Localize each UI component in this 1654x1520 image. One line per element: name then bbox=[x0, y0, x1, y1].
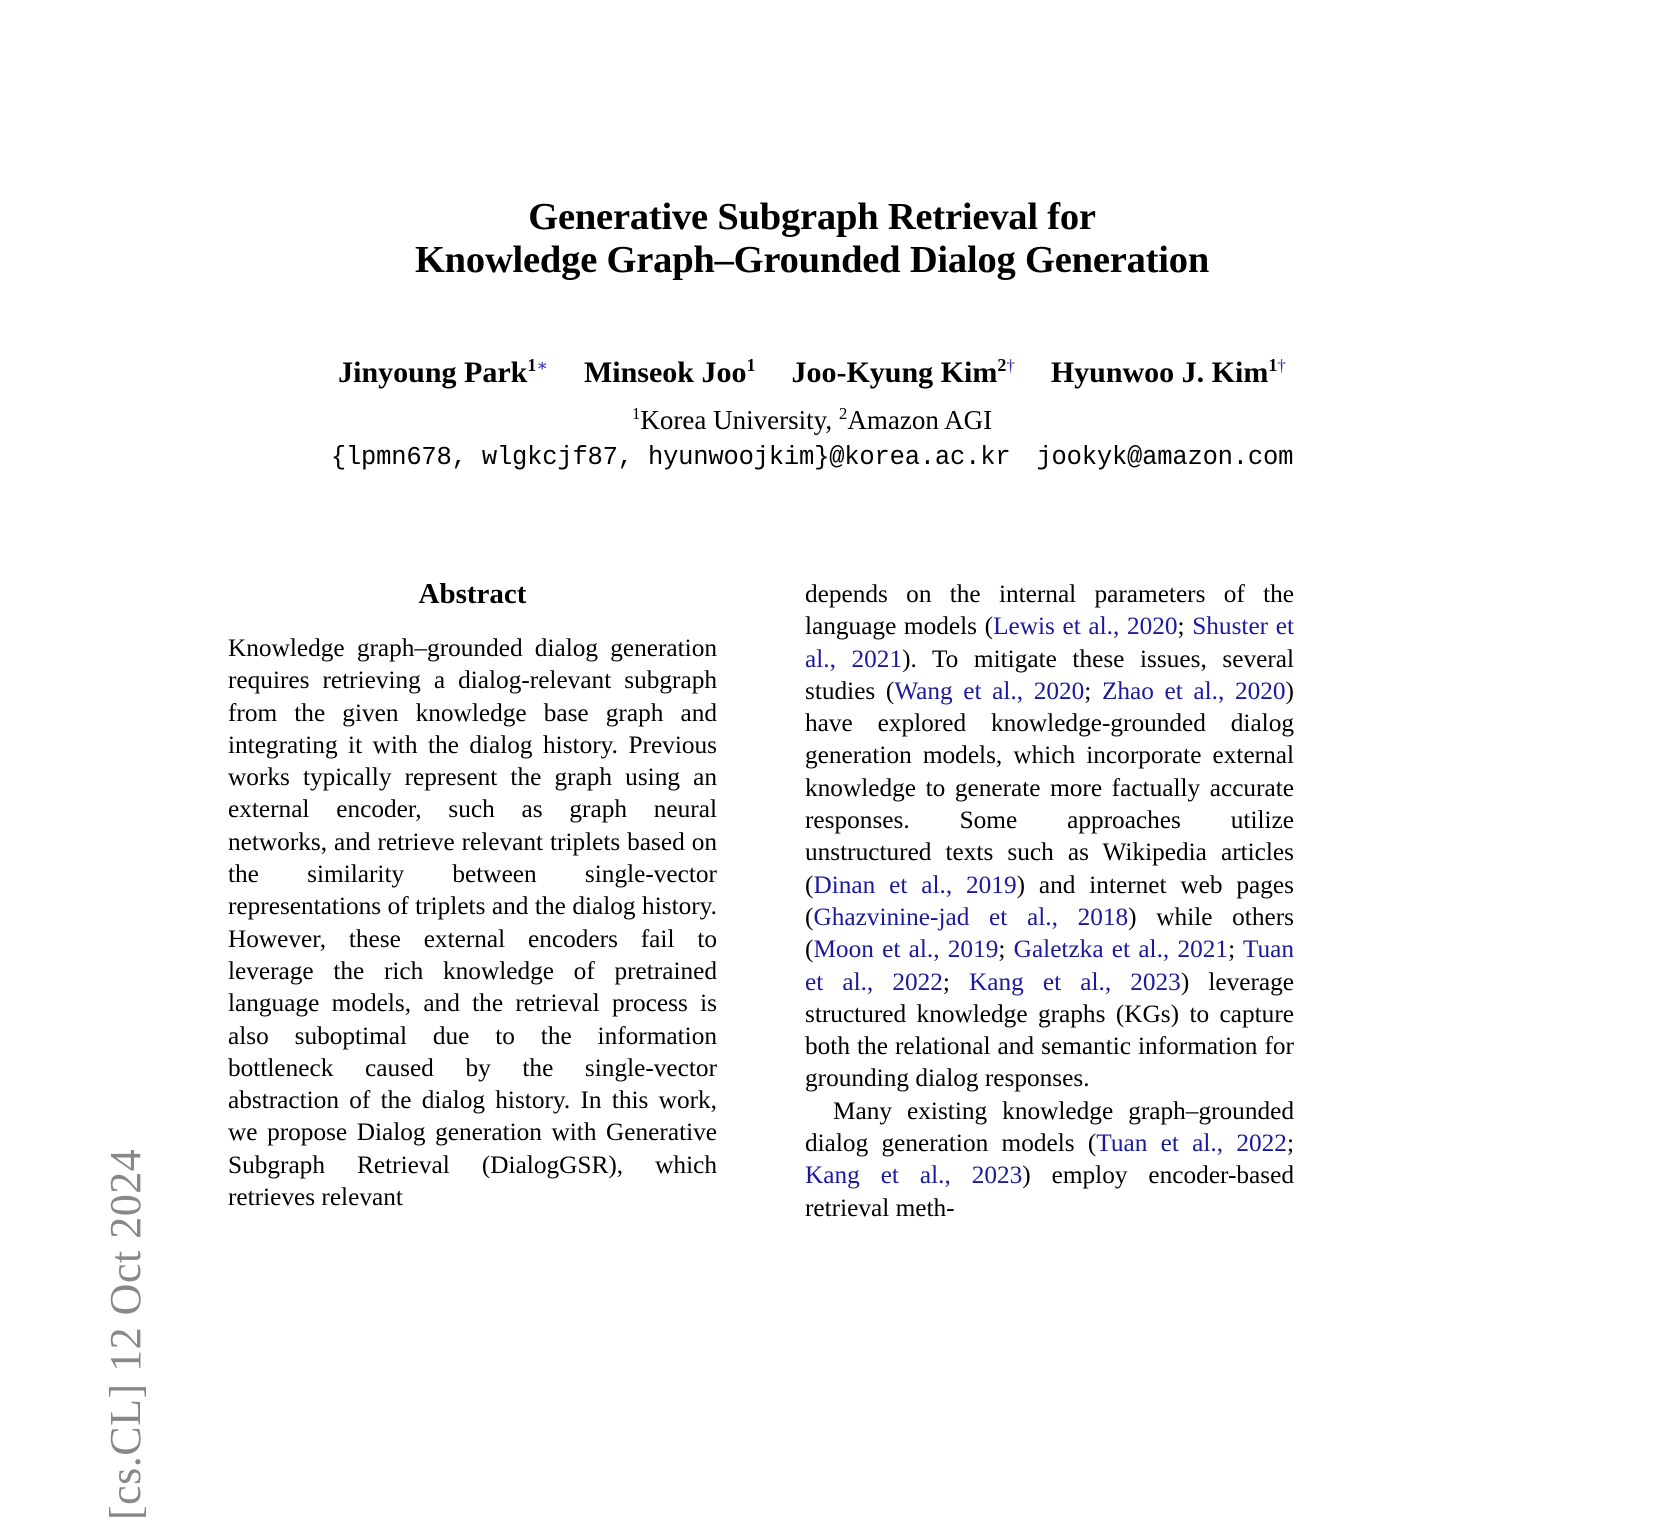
body-text-run: ) have explored knowledge-grounded dialog generation models, which incorporate external knowledge to generate more factually accurate responses. Some approaches utilize unstructured texts such as Wikipedia articles ( bbox=[805, 676, 1294, 899]
author-footnote-marker: † bbox=[1277, 356, 1286, 375]
author-block bbox=[227, 348, 1397, 474]
body-text-run: ; bbox=[1228, 935, 1243, 964]
paper-title-block bbox=[227, 196, 1397, 282]
body-text-run: depends on the internal parameters of the language models ( bbox=[805, 580, 1294, 641]
body-text-run: ) employ encoder-based retrieval meth- bbox=[805, 1161, 1294, 1222]
arxiv-stamp-text: [cs.CL] 12 Oct 2024 bbox=[101, 1148, 150, 1520]
body-text-run: ) leverage structured knowledge graphs (KGs) to capture both the relational and semantic information for grounding dialog responses. bbox=[805, 967, 1294, 1093]
email-address: jookyk@amazon.com bbox=[1036, 443, 1294, 472]
abstract-text: Knowledge graph–grounded dialog generation requires retrieving a dialog-relevant subgraph from the given knowledge base graph and integrating it with the dialog history. Previous works typically represent the graph using an external encoder, such as graph neural networks, and retrieve relevant triplets based on the similarity between single-vector representations of triplets and the dialog history. However, these external encoders fail to leverage the rich knowledge of pretrained language models, and the retrieval process is also suboptimal due to the information bottleneck caused by the single-vector abstraction of the dialog history. In this work, we propose Dialog generation with Generative Subgraph Retrieval (DialogGSR), which retrieves relevant bbox=[228, 634, 717, 1212]
citation-link[interactable]: Ghazvinine-jad et al., 2018 bbox=[813, 902, 1129, 931]
author-name-text: Joo-Kyung Kim bbox=[791, 356, 998, 389]
author-affiliation-index: 1 bbox=[1268, 355, 1278, 375]
body-text-run: ; bbox=[1084, 676, 1102, 705]
citation-link[interactable]: Galetzka et al., 2021 bbox=[1013, 935, 1229, 964]
abstract-heading: Abstract bbox=[418, 578, 527, 610]
affiliation-index: 2 bbox=[838, 404, 848, 423]
body-text-run: ; bbox=[1286, 1129, 1294, 1158]
citation-link[interactable]: Moon et al., 2019 bbox=[813, 935, 999, 964]
right-column bbox=[805, 578, 1294, 1224]
intro-paragraph-2 bbox=[805, 1095, 1294, 1224]
body-text-run: ; bbox=[942, 967, 970, 996]
author-affiliation-index: 2 bbox=[997, 355, 1007, 375]
affiliation-name: Amazon AGI bbox=[847, 405, 993, 435]
body-text-run: ; bbox=[998, 935, 1014, 964]
author-name-text: Minseok Joo bbox=[583, 356, 747, 389]
citation-link[interactable]: Tuan et al., 2022 bbox=[805, 935, 1294, 996]
body-text-run: ). To mitigate these issues, several studies ( bbox=[805, 644, 1294, 705]
page-title-line-1: Generative Subgraph Retrieval for bbox=[528, 196, 1096, 238]
page-title-line-2: Knowledge Graph–Grounded Dialog Generation bbox=[414, 239, 1210, 281]
body-text-run: ) while others ( bbox=[805, 902, 1294, 964]
author-name-text: Hyunwoo J. Kim bbox=[1050, 356, 1269, 389]
email-address: {lpmn678, wlgkcjf87, hyunwoojkim}@korea.ac.kr bbox=[330, 443, 1011, 472]
citation-link[interactable]: Kang et al., 2023 bbox=[805, 1161, 1023, 1190]
citation-link[interactable]: Zhao et al., 2020 bbox=[1101, 676, 1286, 705]
author-2 bbox=[584, 356, 756, 389]
intro-paragraph-1 bbox=[805, 578, 1294, 1095]
citation-link[interactable]: Shuster et al., 2021 bbox=[805, 612, 1294, 673]
author-footnote-marker: ∗ bbox=[536, 356, 548, 375]
left-column bbox=[228, 578, 717, 1213]
affiliation-line bbox=[227, 398, 1397, 436]
citation-link[interactable]: Lewis et al., 2020 bbox=[993, 612, 1178, 641]
citation-link[interactable]: Tuan et al., 2022 bbox=[1096, 1129, 1287, 1158]
author-3 bbox=[791, 356, 1014, 389]
author-1 bbox=[338, 356, 548, 389]
author-4 bbox=[1051, 356, 1286, 389]
email-line bbox=[227, 442, 1397, 474]
body-text-run: ; bbox=[1177, 612, 1193, 641]
citation-link[interactable]: Wang et al., 2020 bbox=[894, 676, 1085, 705]
author-footnote-marker: † bbox=[1006, 356, 1015, 375]
author-names-line bbox=[227, 348, 1397, 390]
author-affiliation-index: 1 bbox=[527, 355, 537, 375]
author-affiliation-index: 1 bbox=[746, 355, 756, 375]
body-columns bbox=[0, 578, 1654, 1241]
body-text-run: ) and internet web pages ( bbox=[805, 870, 1294, 931]
citation-link[interactable]: Dinan et al., 2019 bbox=[813, 870, 1017, 899]
affiliation-name: Korea University, bbox=[640, 405, 833, 435]
citation-link[interactable]: Kang et al., 2023 bbox=[969, 967, 1181, 996]
body-text-run: Many existing knowledge graph–grounded dialog generation models ( bbox=[805, 1096, 1294, 1158]
affiliation-index: 1 bbox=[631, 404, 641, 423]
author-name-text: Jinyoung Park bbox=[338, 356, 528, 389]
